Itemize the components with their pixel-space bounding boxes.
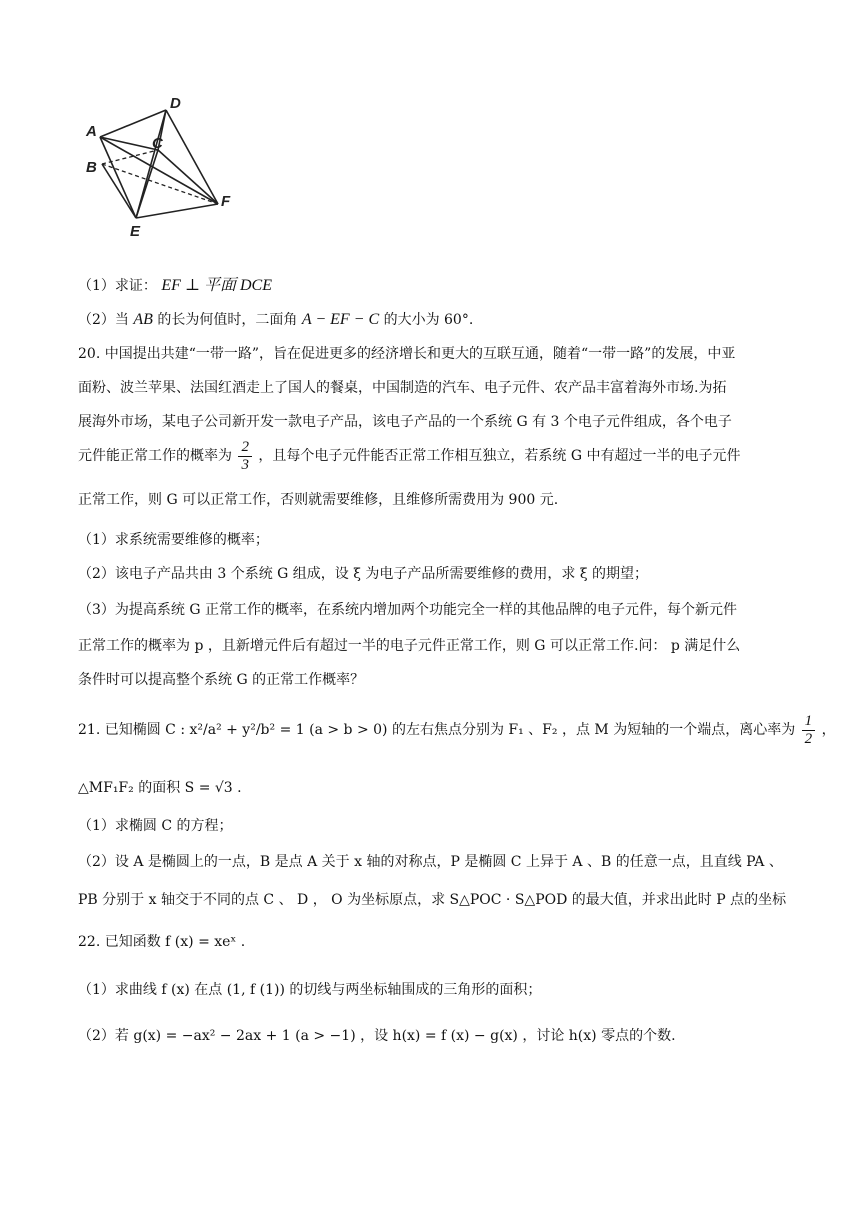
q21-intro-text: 21. 已知椭圆 C : x²/a² + y²/b² = 1 (a > b > 0) 的左右焦点分别为 F₁ 、F₂ ，点 M 为短轴的一个端点，离心率为 bbox=[78, 722, 796, 738]
vertex-label-e: E bbox=[130, 223, 141, 240]
q20-intro-line1: 20. 中国提出共建“一带一路”，旨在促进更多的经济增长和更大的互联互通，随着“一带一路”的发展，中亚 bbox=[78, 346, 736, 362]
q20-intro-line4 bbox=[78, 438, 741, 474]
q20-intro-line3: 展海外市场，某电子公司新开发一款电子产品，该电子产品的一个系统 G 有 3 个电子元件组成，各个电子 bbox=[78, 414, 732, 430]
q20-intro-line5: 正常工作，则 G 可以正常工作，否则就需要维修，且维修所需费用为 900 元. bbox=[78, 492, 559, 508]
q19-part2-angle: A − EF − C bbox=[301, 311, 380, 328]
q22-part2: （2）若 g(x) = −ax² − 2ax + 1 (a > −1) ，设 h(x) = f (x) − g(x) ，讨论 h(x) 零点的个数. bbox=[78, 1028, 676, 1044]
vertex-label-c: C bbox=[152, 135, 163, 152]
fraction-numerator: 2 bbox=[238, 439, 252, 457]
q20-part1: （1）求系统需要维修的概率； bbox=[78, 532, 269, 548]
q20-intro-line2: 面粉、波兰苹果、法国红酒走上了国人的餐桌，中国制造的汽车、电子元件、农产品丰富着海外市场.为拓 bbox=[78, 380, 727, 396]
q19-part2-text-c: 的大小为 60°. bbox=[383, 312, 474, 328]
vertex-label-f: F bbox=[221, 193, 231, 210]
q22-intro: 22. 已知函数 f (x) = xeˣ . bbox=[78, 934, 246, 950]
q19-part2-text-b: 的长为何值时，二面角 bbox=[157, 312, 298, 328]
q22-part1: （1）求曲线 f (x) 在点 (1, f (1)) 的切线与两坐标轴围成的三角形的面积； bbox=[78, 982, 542, 998]
q20-part3-line3: 条件时可以提高整个系统 G 的正常工作概率？ bbox=[78, 672, 365, 688]
q19-part1-text: （1）求证： bbox=[78, 278, 157, 294]
q21-part2-line1: （2）设 A 是椭圆上的一点，B 是点 A 关于 x 轴的对称点，P 是椭圆 C 上异于 A 、B 的任意一点，且直线 PA 、 bbox=[78, 854, 783, 870]
vertex-label-a: A bbox=[86, 123, 97, 140]
q20-part3-line2: 正常工作的概率为 p ，且新增元件后有超过一半的电子元件正常工作，则 G 可以正常工作.问： p 满足什么 bbox=[78, 638, 741, 654]
q19-part2-ab: AB bbox=[133, 311, 153, 328]
q21-part1: （1）求椭圆 C 的方程； bbox=[78, 818, 233, 834]
geometry-figure bbox=[78, 92, 248, 252]
q19-part2 bbox=[78, 310, 473, 330]
q19-part1 bbox=[78, 276, 272, 296]
q20-probability-fraction bbox=[238, 439, 252, 474]
vertex-label-d: D bbox=[170, 95, 181, 112]
q21-eccentricity-fraction bbox=[802, 713, 816, 748]
q21-intro-end: ， bbox=[821, 722, 836, 738]
fraction-numerator: 1 bbox=[802, 713, 816, 731]
q20-intro-line4-b: ，且每个电子元件能否正常工作相互独立，若系统 G 中有超过一半的电子元件 bbox=[258, 448, 741, 464]
q21-part2-line2: PB 分别于 x 轴交于不同的点 C 、 D ， O 为坐标原点，求 S△POC · S△POD 的最大值，并求出此时 P 点的坐标 bbox=[78, 892, 787, 908]
q20-part3-line1: （3）为提高系统 G 正常工作的概率，在系统内增加两个功能完全一样的其他品牌的电子元件，每个新元件 bbox=[78, 602, 737, 618]
q20-part2: （2）该电子产品共由 3 个系统 G 组成，设 ξ 为电子产品所需要维修的费用，求 ξ 的期望； bbox=[78, 566, 649, 582]
q21-intro bbox=[78, 712, 836, 748]
vertex-label-b: B bbox=[86, 159, 97, 176]
q21-area: △MF₁F₂ 的面积 S = √3 . bbox=[78, 780, 242, 796]
q19-part2-text-a: （2）当 bbox=[78, 312, 129, 328]
q20-intro-line4-a: 元件能正常工作的概率为 bbox=[78, 448, 232, 464]
fraction-denominator: 2 bbox=[804, 730, 813, 747]
q19-part1-math: EF ⊥ 平面 DCE bbox=[161, 277, 272, 294]
fraction-denominator: 3 bbox=[241, 456, 249, 473]
